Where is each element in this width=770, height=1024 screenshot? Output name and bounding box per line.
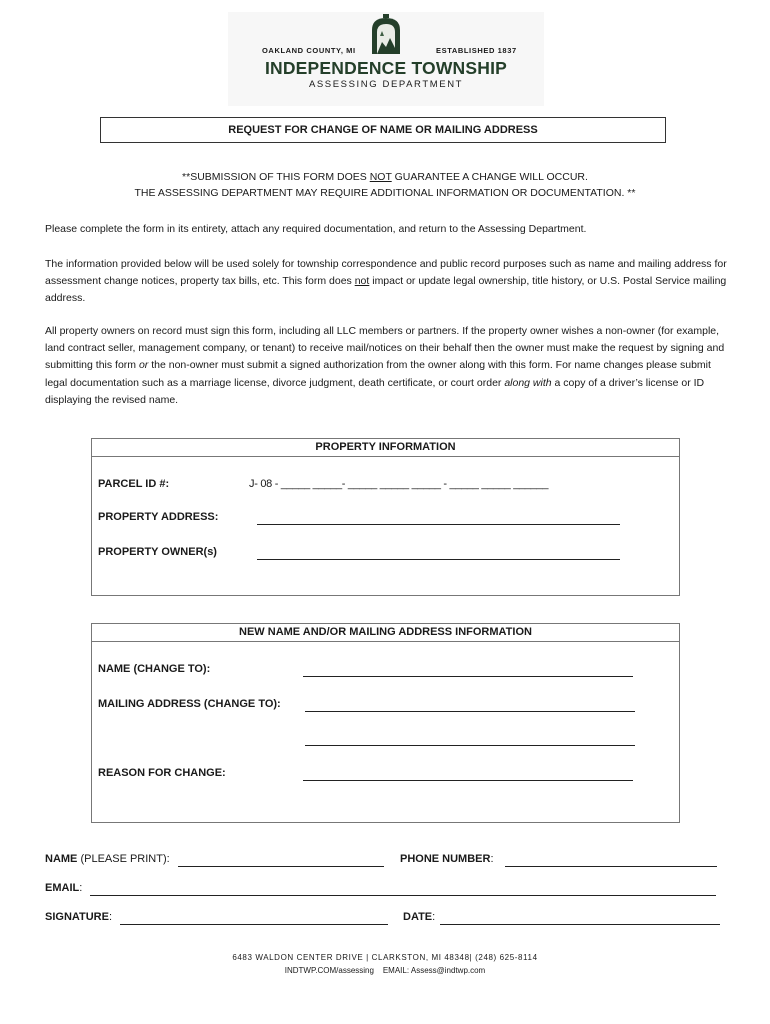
paragraph-text: a copy of a driver’s license or ID displaying the revised name. — [45, 376, 705, 406]
county-label: OAKLAND COUNTY, MI — [262, 46, 356, 55]
phone-label: PHONE NUMBER: — [400, 853, 494, 865]
form-title: REQUEST FOR CHANGE OF NAME OR MAILING ADDRESS — [100, 117, 666, 143]
new-name-label: NAME (CHANGE TO): — [98, 663, 211, 675]
paragraph-emphasis: along with — [504, 376, 552, 389]
reason-field[interactable] — [303, 780, 633, 781]
township-name: INDEPENDENCE TOWNSHIP — [264, 58, 508, 78]
mailing-address-field-2[interactable] — [305, 745, 635, 746]
paragraph-emphasis: or — [138, 359, 149, 372]
email-label: EMAIL: — [45, 882, 83, 894]
mailing-address-label: MAILING ADDRESS (CHANGE TO): — [98, 698, 281, 710]
reason-label: REASON FOR CHANGE: — [98, 767, 226, 779]
label-bold: EMAIL — [45, 882, 80, 894]
property-owner-field[interactable] — [257, 559, 620, 560]
phone-field[interactable] — [505, 866, 717, 867]
label-bold: SIGNATURE — [45, 911, 109, 923]
mailing-address-field-1[interactable] — [305, 711, 635, 712]
signature-field[interactable] — [120, 924, 388, 925]
notice-emphasis: NOT — [369, 171, 392, 183]
print-name-label — [45, 853, 170, 865]
label-bold: PHONE NUMBER — [400, 853, 491, 865]
section-title: PROPERTY INFORMATION — [92, 439, 679, 457]
new-name-field[interactable] — [303, 676, 633, 677]
notice-text: GUARANTEE A CHANGE WILL OCCUR. — [391, 171, 588, 183]
print-name-field[interactable] — [178, 866, 384, 867]
footer-address: 6483 WALDON CENTER DRIVE | CLARKSTON, MI 48348| (248) 625-8114 — [232, 953, 538, 962]
property-owner-label: PROPERTY OWNER(s) — [98, 546, 217, 558]
instructions-paragraph-1: Please complete the form in its entirety, attach any required documentation, and return to the Assessing Department. — [45, 223, 587, 235]
notice-line-1 — [0, 171, 770, 183]
email-field[interactable] — [90, 895, 716, 896]
paragraph-text: impact or update legal ownership, title history, or U.S. Postal Service mailing address. — [45, 275, 727, 305]
date-field[interactable] — [440, 924, 720, 925]
signature-label: SIGNATURE: — [45, 911, 113, 923]
instructions-paragraph-3 — [45, 323, 727, 409]
notice-line-2: THE ASSESSING DEPARTMENT MAY REQUIRE ADDITIONAL INFORMATION OR DOCUMENTATION. ** — [134, 187, 636, 199]
paragraph-emphasis: not — [354, 275, 370, 288]
department-name: ASSESSING DEPARTMENT — [308, 79, 464, 90]
paragraph-text: the non-owner must submit a signed authorization from the owner along with this form. For name changes please submit legal documentation such as a marriage license, divorce judgment, death certificate, or court order — [45, 359, 711, 389]
footer-website-link[interactable]: INDTWP.COM/assessing — [284, 966, 374, 975]
bell-tower-icon — [366, 14, 406, 56]
date-label: DATE: — [403, 911, 436, 923]
label-bold: NAME — [45, 853, 78, 865]
instructions-paragraph-2 — [45, 256, 727, 308]
label-bold: DATE — [403, 911, 433, 923]
paragraph-text: All property owners on record must sign this form, including all LLC members or partners. If the property owner wishes a non-owner (for example, land contract seller, management company, or tenant) to receive mail/notices on their behalf then the owner must make the request by signing and submitting this form — [45, 325, 725, 372]
parcel-id-label: PARCEL ID #: — [98, 478, 170, 490]
property-address-field[interactable] — [257, 524, 620, 525]
township-logo — [228, 12, 544, 106]
property-information-section — [91, 438, 680, 596]
label-hint: (PLEASE PRINT): — [77, 853, 170, 865]
new-name-address-section — [91, 623, 680, 823]
notice-text: **SUBMISSION OF THIS FORM DOES — [182, 171, 370, 183]
section-title: NEW NAME AND/OR MAILING ADDRESS INFORMATION — [92, 624, 679, 642]
established-label: ESTABLISHED 1837 — [436, 46, 517, 55]
paragraph-text: The information provided below will be used solely for township correspondence and public record purposes such as name and mailing address for assessment change notices, property tax bills, etc. This form does — [45, 258, 727, 288]
footer-email-link[interactable]: EMAIL: Assess@indtwp.com — [382, 966, 486, 975]
property-address-label: PROPERTY ADDRESS: — [98, 511, 219, 523]
footer-contact — [0, 966, 770, 975]
parcel-id-field[interactable]: J- 08 - _____ _____- _____ _____ _____ - _____ _____ ______ — [249, 478, 549, 490]
